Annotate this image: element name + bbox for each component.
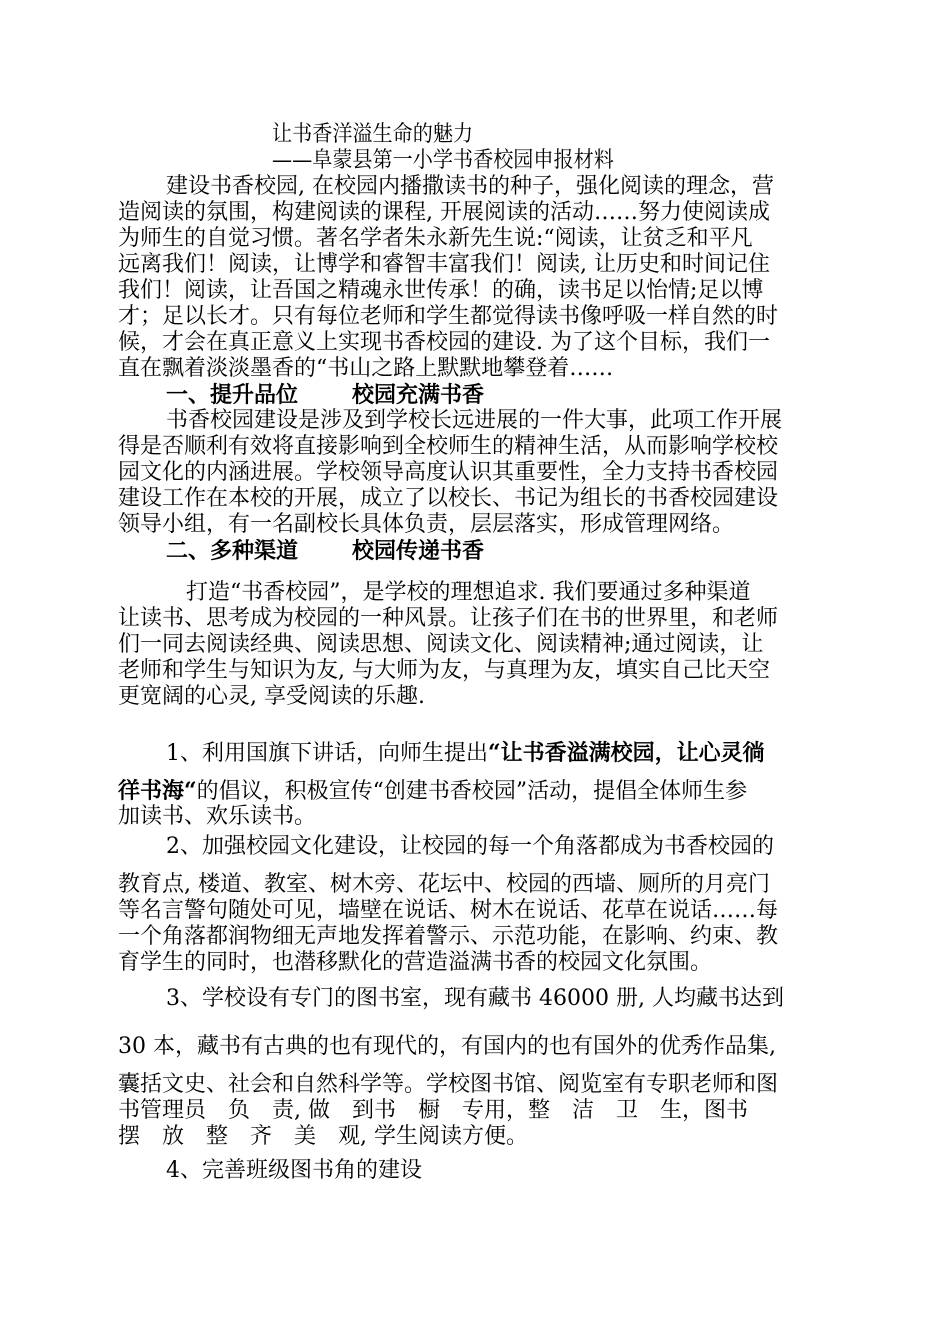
text-line: 教育点, 楼道、教室、树木旁、花坛中、校园的西墙、厕所的月亮门 bbox=[118, 872, 770, 897]
emphasis-text: 徉书海“ bbox=[118, 778, 197, 804]
section-heading-1 bbox=[166, 382, 886, 408]
text-line: 们一同去阅读经典、阅读思想、阅读文化、阅读精神;通过阅读，让 bbox=[118, 632, 764, 657]
text-line: 领导小组，有一名副校长具体负责，层层落实，形成管理网络。 bbox=[118, 512, 735, 537]
text-line: 建设书香校园, 在校园内播撒读书的种子，强化阅读的理念，营 bbox=[166, 174, 774, 199]
text-line: 让读书、思考成为校园的一种风景。让孩子们在书的世界里，和老师 bbox=[118, 606, 779, 631]
text-line: 书管理员 负 责, 做 到书 橱 专用，整 洁 卫 生，图书 bbox=[118, 1098, 748, 1123]
emphasis-text: “让书香溢满校园，让心灵徜 bbox=[488, 740, 765, 766]
text-line: 候，才会在真正意义上实现书香校园的建设. 为了这个目标，我们一 bbox=[118, 330, 770, 355]
text-line: 囊括文史、社会和自然科学等。学校图书馆、阅览室有专职老师和图 bbox=[118, 1072, 779, 1097]
list-item-4: 4、完善班级图书角的建设 bbox=[166, 1158, 422, 1183]
text-line: 得是否顺利有效将直接影响到全校师生的精神生活，从而影响学校校 bbox=[118, 434, 779, 459]
section-heading-label: 二、多种渠道 bbox=[166, 538, 299, 564]
text-line: 园文化的内涵进展。学校领导高度认识其重要性，全力支持书香校园 bbox=[118, 460, 779, 485]
text-line: 徉书海“的倡议，积极宣传“创建书香校园”活动，提倡全体师生参 bbox=[118, 778, 748, 804]
text-line: 书香校园建设是涉及到学校长远进展的一件大事，此项工作开展 bbox=[166, 408, 783, 433]
document-title: 让书香洋溢生命的魅力 bbox=[272, 122, 474, 147]
section-heading-topic: 校园充满书香 bbox=[352, 382, 485, 408]
text-line: 1、利用国旗下讲话，向师生提出“让书香溢满校园，让心灵徜 bbox=[166, 740, 765, 766]
section-heading-topic: 校园传递书香 bbox=[352, 538, 485, 564]
text-line: 建设工作在本校的开展，成立了以校长、书记为组长的书香校园建设 bbox=[118, 486, 779, 511]
section-heading-2 bbox=[166, 538, 886, 564]
text-line: 为师生的自觉习惯。著名学者朱永新先生说:“阅读，让贫乏和平凡 bbox=[118, 226, 753, 251]
text-line: 远离我们！阅读，让博学和睿智丰富我们！阅读, 让历史和时间记住 bbox=[118, 252, 770, 277]
text-line: 等名言警句随处可见，墙壁在说话、树木在说话、花草在说话……每 bbox=[118, 898, 779, 923]
text-line: 更宽阔的心灵, 享受阅读的乐趣. bbox=[118, 684, 425, 709]
text-line: 我们！阅读，让吾国之精魂永世传承！的确，读书足以怡情;足以博 bbox=[118, 278, 764, 303]
text-line: 才；足以长才。只有每位老师和学生都觉得读书像呼吸一样自然的时 bbox=[118, 304, 779, 329]
document-subtitle: ——阜蒙县第一小学书香校园申报材料 bbox=[272, 148, 614, 173]
text-line: 直在飘着淡淡墨香的“书山之路上默默地攀登着…… bbox=[118, 356, 614, 381]
text-line: 打造“书香校园”，是学校的理想追求. 我们要通过多种渠道 bbox=[186, 580, 751, 605]
text-line: 老师和学生与知识为友, 与大师为友，与真理为友，填实自己比天空 bbox=[118, 658, 770, 683]
text-line: 育学生的同时，也潜移默化的营造溢满书香的校园文化氛围。 bbox=[118, 950, 713, 975]
text-line: 2、加强校园文化建设，让校园的每一个角落都成为书香校园的 bbox=[166, 834, 774, 859]
section-heading-label: 一、提升品位 bbox=[166, 382, 299, 408]
text-line: 一个角落都润物细无声地发挥着警示、示范功能，在影响、约束、教 bbox=[118, 924, 779, 949]
text-line: 30 本，藏书有古典的也有现代的，有国内的也有国外的优秀作品集, bbox=[118, 1034, 776, 1059]
text-line: 3、学校设有专门的图书室，现有藏书 46000 册, 人均藏书达到 bbox=[166, 986, 784, 1011]
text-line: 造阅读的氛围，构建阅读的课程, 开展阅读的活动……努力使阅读成 bbox=[118, 200, 770, 225]
text-line: 摆 放 整 齐 美 观, 学生阅读方便。 bbox=[118, 1124, 528, 1149]
text-line: 加读书、欢乐读书。 bbox=[118, 804, 317, 829]
